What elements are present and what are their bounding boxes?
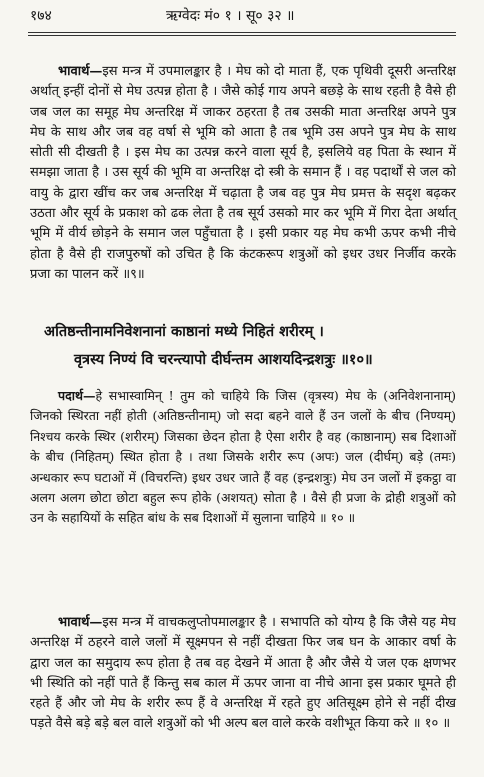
header-rule-top (28, 32, 456, 33)
padartha-label: पदार्थ— (58, 388, 96, 403)
header-rule-bottom (28, 35, 456, 36)
running-title: ऋग्वेदः मं० १ । सू० ३२ ॥ (166, 8, 295, 24)
padartha-paragraph (30, 386, 456, 529)
mantra-line-1: अतिष्ठन्तीनामनिवेशनानां काष्ठानां मध्ये निहितं शरीरम् । (44, 323, 324, 340)
page-number: १७४ (30, 8, 52, 24)
padartha-text: हे सभास्वामिन् ! तुम को चाहिये कि जिस (वृत्रस्य) मेघ के (अनिवेशनानाम्) जिनको स्थिरता नहीं होती (अतिष्ठन्तीनाम्) जो सदा बहने वाले हैं उन जलों के बीच (निण्यम्) निश्चय करके स्थिर (शरीरम्) जिसका छेदन होता है ऐसा शरीर है वह (काष्ठानाम्) सब दिशाओं के बीच (निहितम्) स्थित होता है । तथा जिसके शरीर रूप (अपः) जल (दीर्घम्) बड़े (तमः) अन्धकार रूप घटाओं में (विचरन्ति) इधर उधर जाते हैं वह (इन्द्रशत्रुः) मेघ उन जलों में इकट्ठा वा अलग अलग छोटा छोटा बहुल रूप होके (अशयत्) सोता है । वैसे ही प्रजा के द्रोही शत्रुओं को उन के सहायियों के सहित बांध के सब दिशाओं में सुलाना चाहिये ॥ १० ॥ (30, 388, 456, 526)
bhavartha-label-2: भावार्थ— (58, 615, 103, 630)
bhavartha-text-1: इस मन्त्र में उपमालङ्कार है । मेघ को दो माता हैं, एक पृथिवी दूसरी अन्तरिक्ष अर्थात् इन्हीं दोनों से मेघ उत्पन्न होता है । जैसे कोई गाय अपने बछड़े के साथ रहती है वैसे ही जब जल का समूह मेघ अन्तरिक्ष में जाकर ठहरता है तब उसकी माता अन्तरिक्ष अपने पुत्र मेघ के साथ और जब वह वर्षा से भूमि को आता है तब भूमि उस अपने पुत्र मेघ के साथ सोती सी दीखती है । इस मेघ का उत्पन्न करने वाला सूर्य है, इसलिये वह पिता के स्थान में समझा जाता है । उस सूर्य की भूमि वा अन्तरिक्ष दो स्त्री के समान हैं । वह पदार्थों से जल को वायु के द्वारा खींच कर जब अन्तरिक्ष में चढ़ाता है जब वह पुत्र मेघ प्रमत्त के सदृश बढ़कर उठता और सूर्य के प्रकाश को ढक लेता है तब सूर्य उसको मार कर भूमि में गिरा देता अर्थात् भूमि में वीर्य छोड़ने के समान जल पहुँचाता है । इसी प्रकार यह मेघ कभी ऊपर कभी नीचे होता है वैसे ही राजपुरुषों को उचित है कि कंटकरूप शत्रुओं को इधर उधर निर्जीव करके प्रजा का पालन करें ॥९॥ (30, 64, 456, 282)
bhavartha-paragraph-2 (30, 613, 456, 735)
mantra-line-2: वृत्रस्य निण्यं वि चरन्त्यापो दीर्घन्तम आशयदिन्द्रशत्रुः ॥१०॥ (74, 351, 373, 368)
page-header (30, 6, 454, 26)
bhavartha-text-2: इस मन्त्र में वाचकलुप्तोपमालङ्कार है । सभापति को योग्य है कि जैसे यह मेघ अन्तरिक्ष में ठहरने वाले जलों में सूक्ष्मपन से नहीं दीखता फिर जब घन के आकार वर्षा के द्वारा जल का समुदाय रूप होता है तब वह देखने में आता है और जैसे ये जल एक क्षणभर भी स्थिति को नहीं पाते हैं किन्तु सब काल में ऊपर जाना वा नीचे आना इस प्रकार घूमते ही रहते हैं और जो मेघ के शरीर रूप हैं वे अन्तरिक्ष में रहते हुए अतिसूक्ष्म होने से नहीं दीख पड़ते वैसे बड़े बड़े बल वाले शत्रुओं को भी अल्प बल वाले करके वशीभूत किया करे ॥ १० ॥ (30, 615, 456, 732)
bhavartha-paragraph-1 (30, 62, 456, 285)
bhavartha-label-1: भावार्थ— (58, 64, 103, 79)
